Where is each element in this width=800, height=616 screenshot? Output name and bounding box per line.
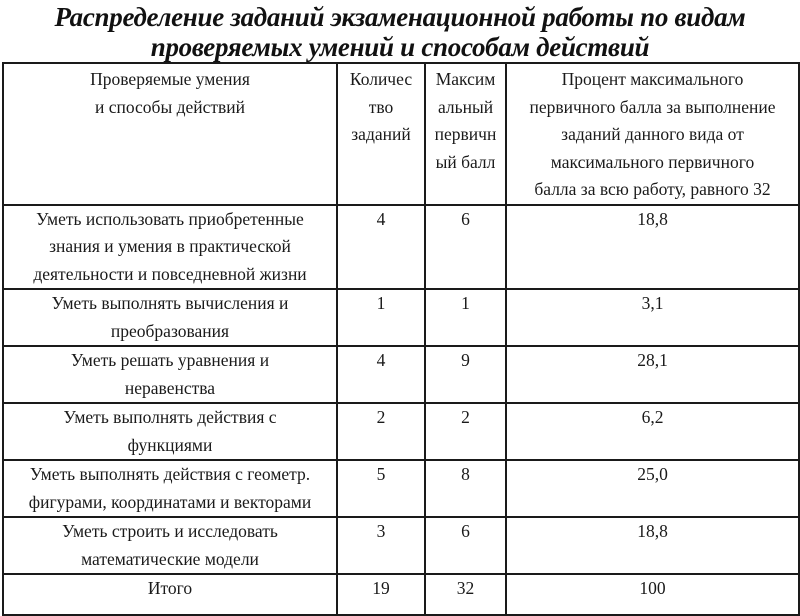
percent-cell: 25,0 (506, 460, 799, 517)
max-score-cell: 1 (425, 289, 506, 346)
max-score-cell: 6 (425, 517, 506, 574)
table-row (3, 289, 799, 346)
skill-cell (3, 205, 337, 290)
skill-text: Уметь строить и исследовать (62, 521, 278, 541)
percent-cell: 18,8 (506, 205, 799, 290)
header-text: Максим (435, 69, 496, 89)
table-row (3, 517, 799, 574)
table-row (3, 205, 799, 290)
skill-cell (3, 403, 337, 460)
max-score-cell: 2 (425, 403, 506, 460)
page-title-line-2: проверяемых умений и способам действий (150, 32, 650, 62)
skill-text: преобразования (110, 320, 230, 341)
percent-cell: 3,1 (506, 289, 799, 346)
header-percent (506, 63, 799, 205)
header-skills (3, 63, 337, 205)
skill-cell (3, 289, 337, 346)
skill-text: Уметь решать уравнения и (70, 350, 270, 370)
total-max-score: 32 (425, 574, 506, 615)
task-count-cell: 3 (337, 517, 425, 574)
skill-text: Уметь выполнять действия с геометр. (29, 464, 311, 484)
table-row (3, 403, 799, 460)
skill-text: знания и умения в практической (49, 236, 291, 256)
header-text: Процент максимального (561, 69, 744, 89)
skill-cell (3, 460, 337, 517)
header-text: альный (437, 96, 494, 117)
max-score-cell: 9 (425, 346, 506, 403)
header-text: максимального первичного (550, 151, 755, 172)
skill-cell (3, 346, 337, 403)
percent-cell: 28,1 (506, 346, 799, 403)
header-text: Проверяемые умения (90, 69, 250, 89)
distribution-table (2, 62, 800, 616)
header-max-score (425, 63, 506, 205)
task-count-cell: 4 (337, 346, 425, 403)
task-count-cell: 1 (337, 289, 425, 346)
total-label: Итого (3, 574, 337, 615)
skill-text: Уметь выполнять действия с (63, 407, 277, 427)
page-title-line-1: Распределение заданий экзаменационной работы по видам (54, 2, 746, 32)
header-text: Количес (349, 69, 413, 89)
table-row (3, 460, 799, 517)
header-text: первичного балла за выполнение (529, 96, 776, 117)
percent-cell: 6,2 (506, 403, 799, 460)
total-percent: 100 (506, 574, 799, 615)
skill-text: неравенства (124, 377, 216, 398)
skill-text: Уметь выполнять вычисления и (51, 293, 289, 313)
header-text: заданий данного вида от (561, 124, 744, 144)
page-title (0, 2, 800, 62)
percent-cell: 18,8 (506, 517, 799, 574)
header-text: и способы действий (94, 96, 246, 117)
header-text: первичн (434, 124, 497, 144)
skill-text: Уметь использовать приобретенные (36, 208, 304, 229)
skill-text: деятельности и повседневной жизни (33, 263, 307, 284)
total-task-count: 19 (337, 574, 425, 615)
skill-text: фигурами, координатами и векторами (28, 491, 312, 512)
task-count-cell: 4 (337, 205, 425, 290)
table-row (3, 346, 799, 403)
total-row (3, 574, 799, 615)
task-count-cell: 5 (337, 460, 425, 517)
skill-cell (3, 517, 337, 574)
header-task-count (337, 63, 425, 205)
header-text: тво (368, 96, 394, 117)
skill-text: математические модели (81, 548, 259, 569)
header-text: ый балл (435, 151, 496, 172)
skill-text: функциями (127, 434, 213, 455)
header-text: заданий (351, 124, 411, 144)
task-count-cell: 2 (337, 403, 425, 460)
header-text: балла за всю работу, равного 32 (534, 179, 771, 199)
max-score-cell: 8 (425, 460, 506, 517)
max-score-cell: 6 (425, 205, 506, 290)
table-header-row (3, 63, 799, 205)
